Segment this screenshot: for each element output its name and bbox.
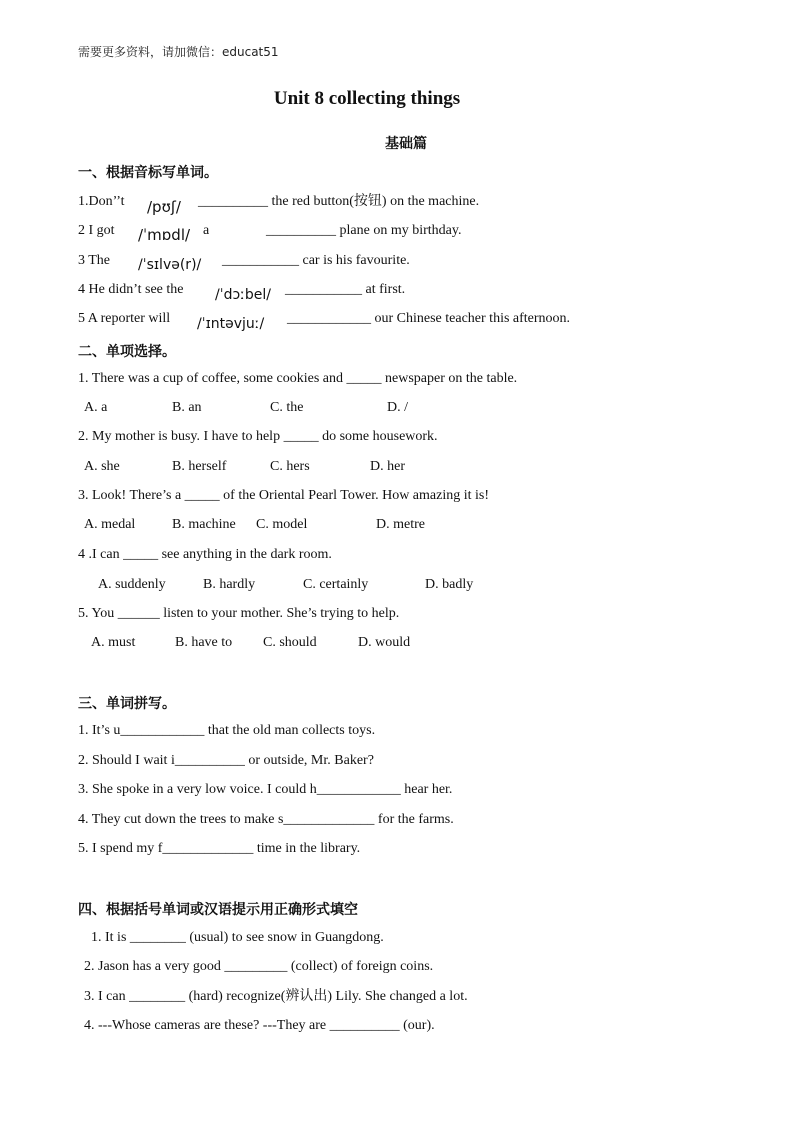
- spelling-item: 5. I spend my f_____________ time in the library.: [78, 841, 361, 856]
- page-title: Unit 8 collecting things: [273, 88, 461, 109]
- mc-option: A. medal: [84, 517, 136, 532]
- phonetic: /ˈsɪlvə(r)/: [138, 257, 202, 273]
- item-prefix: 3 The: [78, 253, 111, 268]
- fill-item: 1. It is ________ (usual) to see snow in Guangdong.: [91, 930, 384, 945]
- fill-item: 2. Jason has a very good _________ (collect) of foreign coins.: [84, 959, 434, 974]
- mc-option: B. have to: [175, 635, 233, 650]
- mc-option: D. /: [387, 400, 408, 415]
- item-text: ____________ our Chinese teacher this afternoon.: [287, 311, 571, 326]
- mc-option: B. hardly: [203, 577, 256, 592]
- phonetic: /ˈmɒdl/: [138, 226, 191, 244]
- mc-option: A. suddenly: [98, 577, 166, 592]
- item-prefix: 2 I got: [78, 223, 115, 238]
- phonetic: /pʊʃ/: [147, 198, 181, 216]
- mc-option: B. an: [172, 400, 202, 415]
- item-text: ___________ car is his favourite.: [222, 253, 410, 268]
- phonetic: /ˈdɔːbel/: [215, 287, 271, 303]
- mc-question: 3. Look! There’s a _____ of the Oriental Pearl Tower. How amazing it is!: [78, 488, 490, 503]
- spelling-item: 3. She spoke in a very low voice. I could h____________ hear her.: [78, 782, 453, 797]
- mc-option: A. she: [84, 459, 120, 474]
- mc-option: D. would: [358, 635, 411, 650]
- mc-option: D. her: [370, 459, 405, 474]
- item-mid: a: [203, 223, 210, 238]
- spelling-item: 1. It’s u____________ that the old man collects toys.: [78, 723, 376, 738]
- fill-item: 3. I can ________ (hard) recognize(辨认出) Lily. She changed a lot.: [84, 989, 468, 1004]
- mc-option: C. certainly: [303, 577, 369, 592]
- mc-option: C. hers: [270, 459, 310, 474]
- mc-option: B. machine: [172, 517, 236, 532]
- mc-option: C. the: [270, 400, 304, 415]
- mc-question: 1. There was a cup of coffee, some cookies and _____ newspaper on the table.: [78, 371, 518, 386]
- section4-heading: 四、根据括号单词或汉语提示用正确形式填空: [78, 902, 358, 918]
- item-text: ___________ at first.: [285, 282, 406, 297]
- mc-option: C. should: [263, 635, 317, 650]
- item-prefix: 5 A reporter will: [78, 311, 171, 326]
- item-text: __________ plane on my birthday.: [266, 223, 462, 238]
- mc-question: 4 .I can _____ see anything in the dark room.: [78, 547, 332, 562]
- item-prefix: 4 He didn’t see the: [78, 282, 184, 297]
- item-prefix: 1.Don’’t: [78, 194, 125, 209]
- mc-option: A. must: [91, 635, 136, 650]
- phonetic: /ˈɪntəvjuː/: [197, 316, 265, 332]
- mc-option: B. herself: [172, 459, 227, 474]
- section1-heading: 一、根据音标写单词。: [78, 165, 218, 181]
- section2-heading: 二、单项选择。: [78, 344, 176, 360]
- mc-option: D. metre: [376, 517, 425, 532]
- mc-option: D. badly: [425, 577, 474, 592]
- mc-question: 2. My mother is busy. I have to help _____ do some housework.: [78, 429, 438, 444]
- header-note: 需要更多资料，请加微信：educat51: [78, 45, 279, 59]
- page-subtitle: 基础篇: [385, 136, 427, 152]
- spelling-item: 2. Should I wait i__________ or outside, Mr. Baker?: [78, 753, 374, 768]
- item-text: __________ the red button(按钮) on the machine.: [198, 194, 480, 209]
- mc-option: A. a: [84, 400, 108, 415]
- spelling-item: 4. They cut down the trees to make s_____________ for the farms.: [78, 812, 454, 827]
- fill-item: 4. ---Whose cameras are these? ---They are __________ (our).: [84, 1018, 435, 1033]
- section3-heading: 三、单词拼写。: [78, 696, 176, 712]
- mc-option: C. model: [256, 517, 308, 532]
- mc-question: 5. You ______ listen to your mother. She’s trying to help.: [78, 606, 400, 621]
